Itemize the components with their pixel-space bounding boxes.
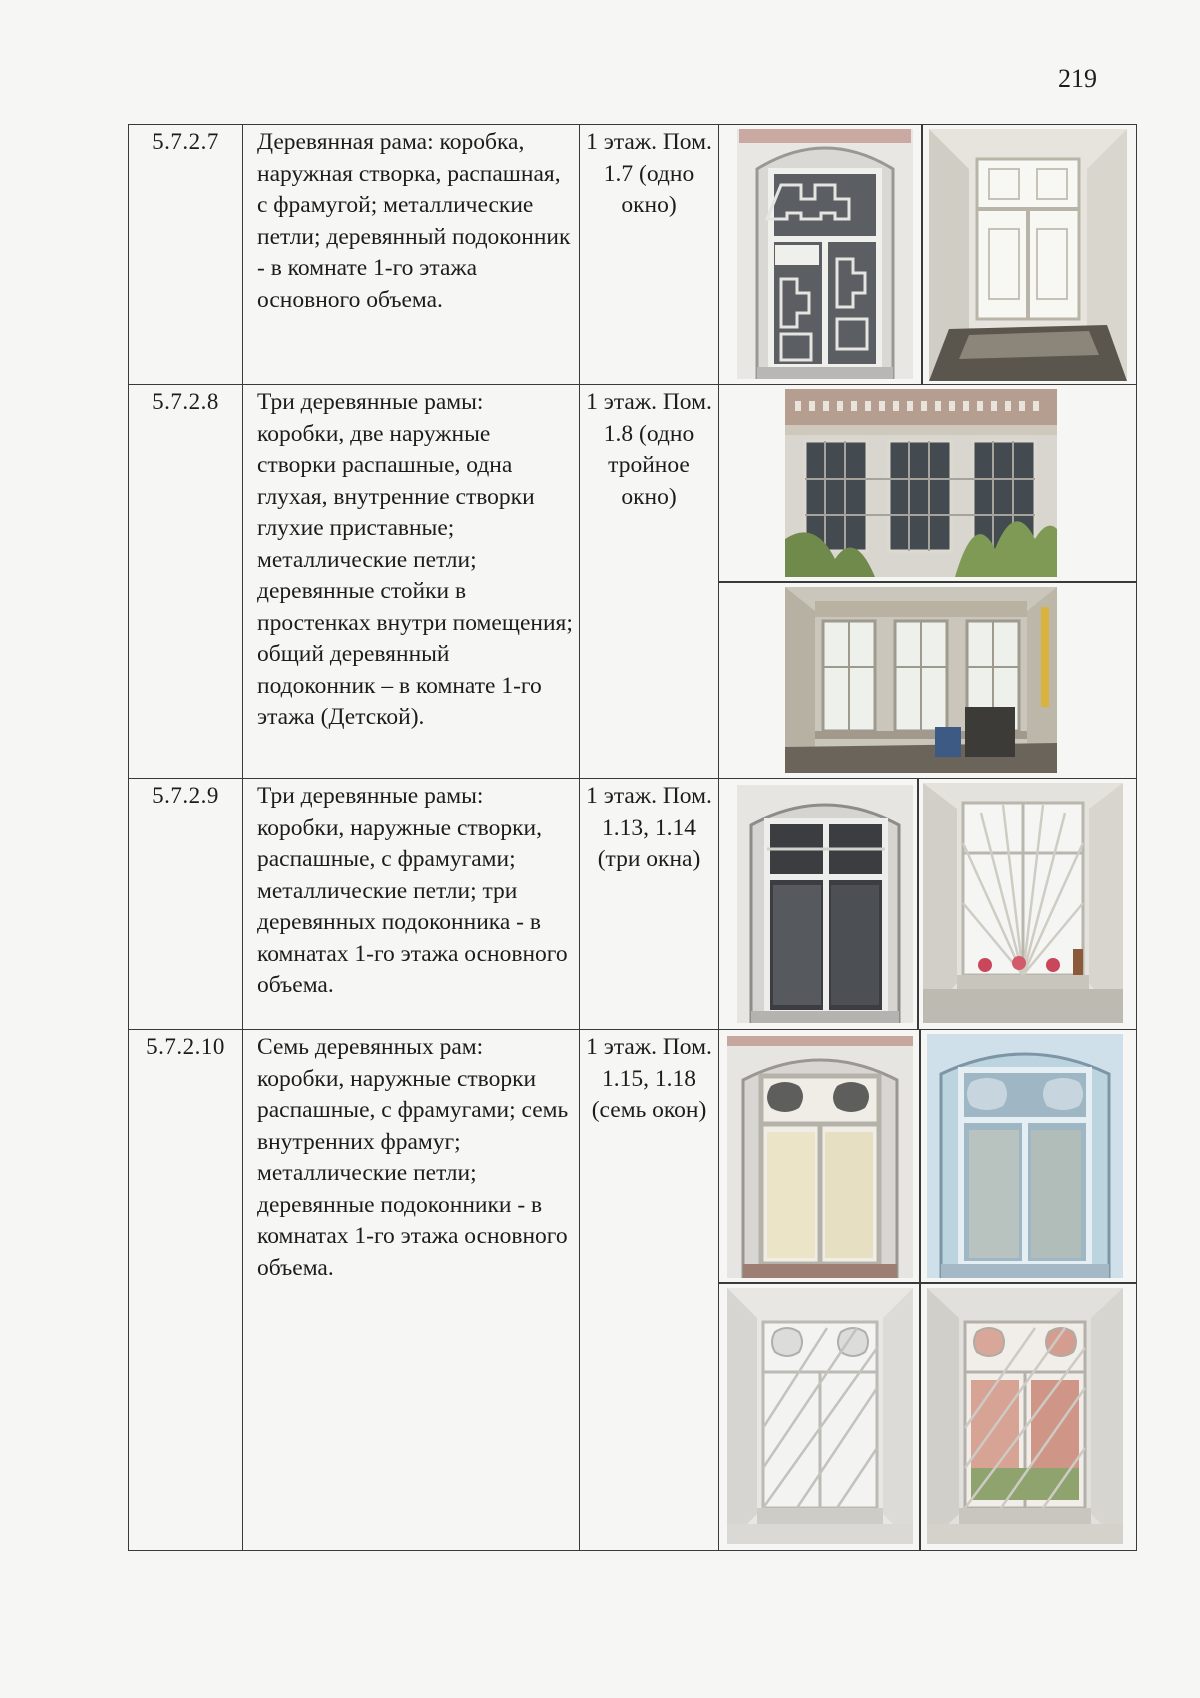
photo-triple-window-exterior: [785, 389, 1057, 577]
row-number: 5.7.2.10: [129, 1030, 243, 1551]
row-number: 5.7.2.7: [129, 125, 243, 385]
row-photos: [719, 385, 1137, 779]
page-number: 219: [1058, 64, 1097, 93]
photo-window-interior-grille: [923, 783, 1123, 1023]
row-photos: [719, 125, 1137, 385]
photo-window-interior: [929, 129, 1127, 381]
row-location: 1 этаж. Пом. 1.8 (одно тройное окно): [580, 385, 719, 779]
row-number: 5.7.2.9: [129, 779, 243, 1030]
photo-window-interior-grille: [927, 1288, 1123, 1544]
table-row: [129, 1030, 1137, 1551]
photo-window-exterior: [737, 785, 913, 1023]
photo-window-exterior-blue: [927, 1034, 1123, 1278]
photo-window-exterior: [727, 1036, 913, 1278]
row-location: 1 этаж. Пом. 1.15, 1.18 (семь окон): [580, 1030, 719, 1551]
row-description: Три деревянные рамы: коробки, две наружные створки распашные, одна глухая, внутренние створки глухие приставные; металлические петли; деревянные стойки в простенках внутри помещения; общий деревянный подоконник – в комнате 1-го этажа (Детской).: [243, 385, 580, 779]
photo-window-exterior: [737, 129, 913, 379]
table-row: [129, 779, 1137, 1030]
row-description: Три деревянные рамы: коробки, наружные створки, распашные, с фрамугами; металлические петли; три деревянных подоконника - в комнатах 1-го этажа основного объема.: [243, 779, 580, 1030]
row-description: Семь деревянных рам: коробки, наружные створки распашные, с фрамугами; семь внутренних фрамуг; металлические петли; деревянные подоконники - в комнатах 1-го этажа основного объема.: [243, 1030, 580, 1551]
table-row: [129, 125, 1137, 385]
row-photos: [719, 779, 1137, 1030]
photo-triple-window-interior: [785, 587, 1057, 773]
row-photos: [719, 1030, 1137, 1551]
table-row: [129, 385, 1137, 779]
row-location: 1 этаж. Пом. 1.7 (одно окно): [580, 125, 719, 385]
windows-table: [128, 124, 1137, 1551]
row-description: Деревянная рама: коробка, наружная створка, распашная, с фрамугой; металлические петли; деревянный подоконник - в комнате 1-го этажа основного объема.: [243, 125, 580, 385]
row-location: 1 этаж. Пом. 1.13, 1.14 (три окна): [580, 779, 719, 1030]
row-number: 5.7.2.8: [129, 385, 243, 779]
photo-window-interior-grille: [727, 1288, 913, 1544]
